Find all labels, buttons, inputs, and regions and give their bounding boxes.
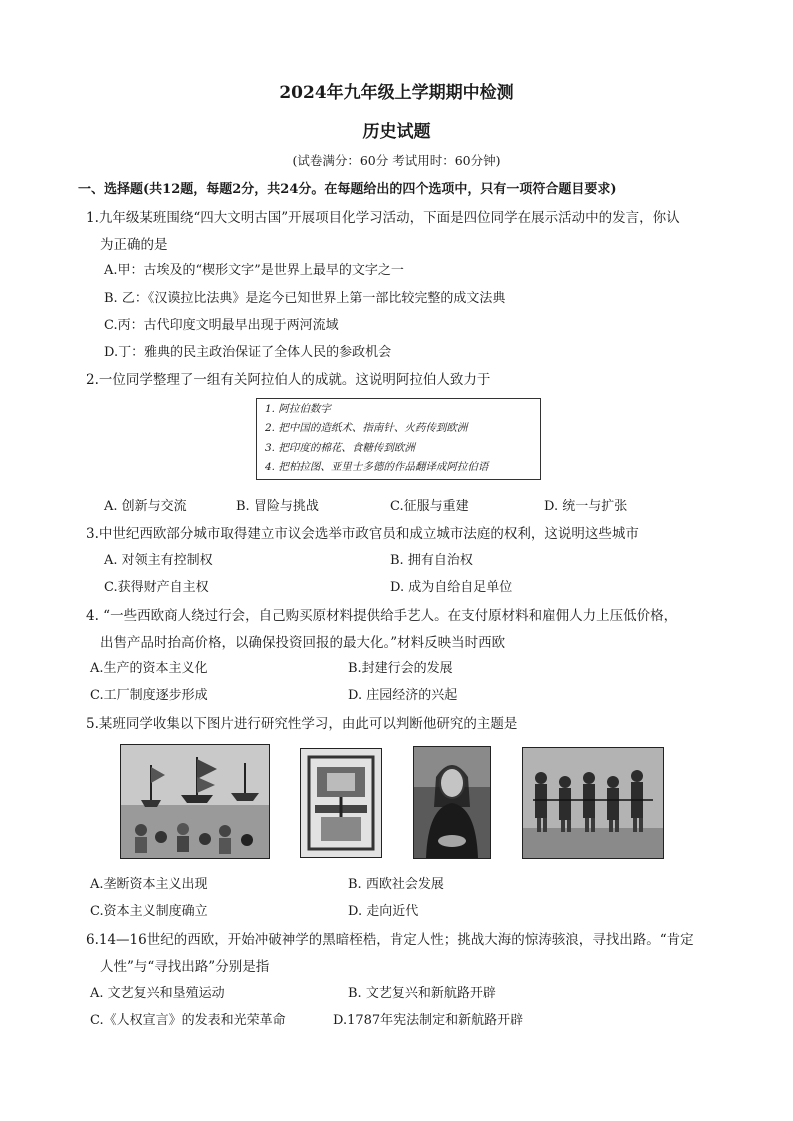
section-heading: 一、选择题(共12题，每题2分，共24分。在每题给出的四个选项中，只有一项符合题目要求) [78,182,617,197]
q4-option-a: A.生产的资本主义化 [90,661,208,676]
q2-option-b: B. 冒险与挑战 [236,499,319,514]
q3-stem: 3.中世纪西欧部分城市取得建立市议会选举市政官员和成立城市法庭的权利，这说明这些城市 [86,526,639,542]
q6-option-b: B. 文艺复兴和新航路开辟 [348,986,496,1001]
image-machine [300,748,382,858]
q2-box-line-4: 4. 把柏拉图、亚里士多德的作品翻译成阿拉伯语 [265,461,489,473]
q1-option-c: C.丙：古代印度文明最早出现于两河流域 [104,318,339,333]
q2-option-c: C.征服与重建 [390,499,469,514]
exam-info: (试卷满分：60分 考试用时：60分钟) [292,153,501,168]
exam-subject: 历史试题 [362,122,431,142]
q6-option-a: A. 文艺复兴和垦殖运动 [90,986,225,1001]
exam-title: 2024年九年级上学期期中检测 [279,83,514,103]
q3-option-a: A. 对领主有控制权 [104,553,213,568]
image-ships-landing [120,744,270,859]
q3-option-c: C.获得财产自主权 [104,580,209,595]
q4-stem-line2: 出售产品时抬高价格，以确保投资回报的最大化。”材料反映当时西欧 [100,635,506,651]
image-mona-lisa [413,746,491,859]
q6-option-d: D.1787年宪法制定和新航路开辟 [333,1013,524,1028]
q4-option-c: C.工厂制度逐步形成 [90,688,208,703]
q4-stem-line1: 4. “一些西欧商人绕过行会，自己购买原材料提供给手艺人。在支付原材料和雇佣人力上压低价格， [86,608,678,624]
q2-stem: 2.一位同学整理了一组有关阿拉伯人的成就。这说明阿拉伯人致力于 [86,372,491,388]
q1-stem-line2: 为正确的是 [100,237,168,253]
q2-option-a: A. 创新与交流 [104,499,187,514]
q6-stem-line2: 人性”与“寻找出路”分别是指 [100,959,270,975]
q2-achievement-box [256,398,541,480]
q2-box-line-2: 2. 把中国的造纸术、指南针、火药传到欧洲 [265,422,468,434]
image-procession [522,747,664,859]
q1-option-b: B. 乙：《汉谟拉比法典》是迄今已知世界上第一部比较完整的成文法典 [104,291,506,306]
q4-option-d: D. 庄园经济的兴起 [348,688,458,703]
q5-option-c: C.资本主义制度确立 [90,904,208,919]
q4-option-b: B.封建行会的发展 [348,661,453,676]
q5-option-d: D. 走向近代 [348,904,419,919]
q1-stem-line1: 1.九年级某班围绕“四大文明古国”开展项目化学习活动，下面是四位同学在展示活动中的发言，你认 [86,210,680,226]
q5-option-b: B. 西欧社会发展 [348,877,444,892]
q1-option-a: A.甲：古埃及的“楔形文字”是世界上最早的文字之一 [104,263,404,278]
q2-option-d: D. 统一与扩张 [544,499,628,514]
q2-box-line-3: 3. 把印度的棉花、食糖传到欧洲 [265,442,415,454]
q6-stem-line1: 6.14—16世纪的西欧，开始冲破神学的黑暗桎梏，肯定人性；挑战大海的惊涛骇浪，寻找出路。“肯定 [86,932,694,948]
q3-option-b: B. 拥有自治权 [390,553,473,568]
q5-stem: 5.某班同学收集以下图片进行研究性学习，由此可以判断他研究的主题是 [86,716,518,732]
q3-option-d: D. 成为自给自足单位 [390,580,513,595]
q5-option-a: A.垄断资本主义出现 [90,877,208,892]
q2-box-line-1: 1. 阿拉伯数字 [265,403,331,415]
q1-option-d: D.丁：雅典的民主政治保证了全体人民的参政机会 [104,345,392,360]
q6-option-c: C.《人权宣言》的发表和光荣革命 [90,1013,286,1028]
